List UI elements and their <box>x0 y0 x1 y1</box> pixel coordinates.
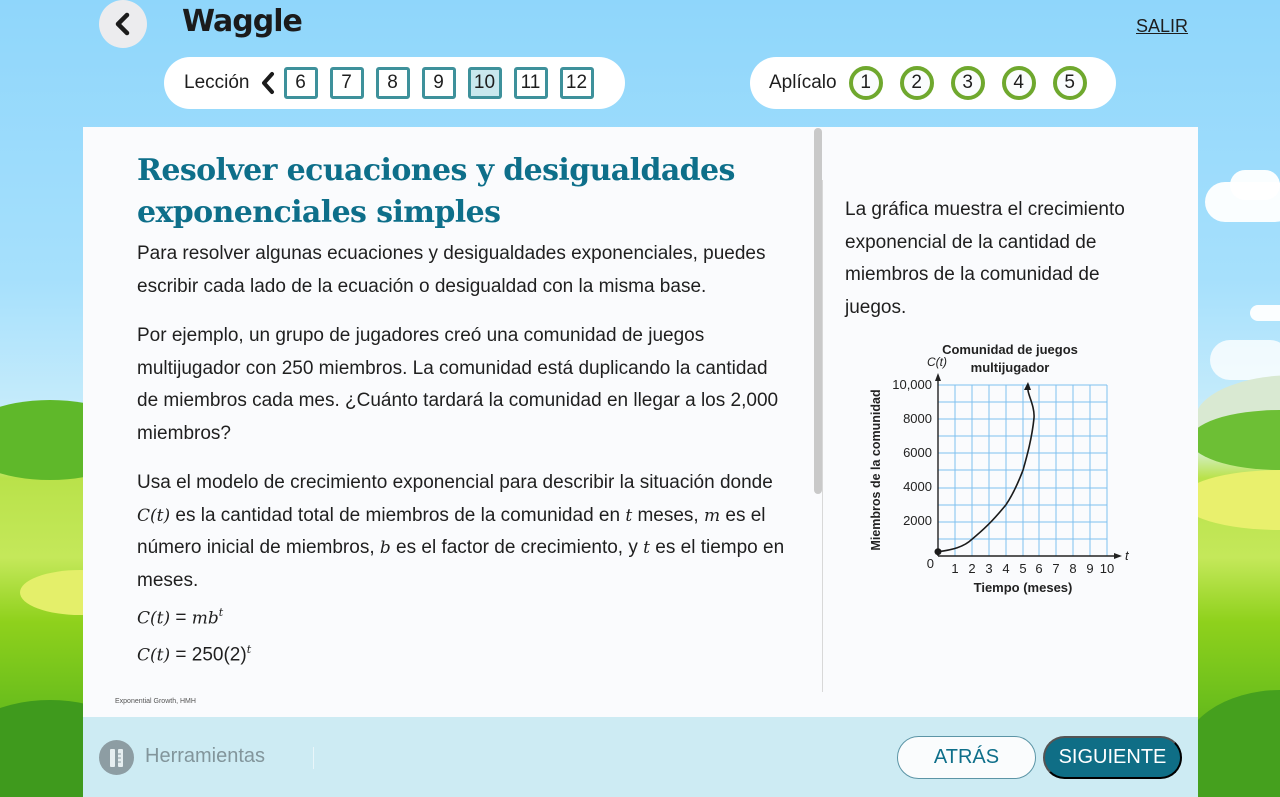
lesson-item-6[interactable]: 6 <box>284 67 318 99</box>
svg-text:8: 8 <box>1069 561 1077 576</box>
lesson-nav-label: Lección <box>184 72 250 93</box>
svg-text:6: 6 <box>1035 561 1043 576</box>
svg-text:C(t): C(t) <box>927 355 947 369</box>
footer-divider <box>313 747 314 769</box>
tools-icon <box>107 747 127 769</box>
equation-general: $C(t) = mb^t$ <box>137 606 224 629</box>
svg-text:Comunidad de juegos: Comunidad de juegos <box>942 342 1078 357</box>
equation-specific: $C(t) = 250(2)^t$ <box>137 643 252 666</box>
back-nav-button[interactable]: ATRÁS <box>897 736 1036 779</box>
lesson-prev-button[interactable] <box>260 71 276 95</box>
example-paragraph: Por ejemplo, un grupo de jugadores creó una comunidad de juegos multijugador con 250 miembros. La comunidad está duplicando la cantidad de miembros cada mes. ¿Cuánto tardará la comunidad en llegar a los 2,000 miembros? <box>137 325 779 444</box>
apply-item-2[interactable]: 2 <box>900 66 934 100</box>
svg-text:6000: 6000 <box>903 445 932 460</box>
lesson-nav <box>164 57 625 109</box>
apply-item-1[interactable]: 1 <box>849 66 883 100</box>
chevron-left-icon <box>113 12 133 36</box>
apply-item-5[interactable]: 5 <box>1053 66 1087 100</box>
model-paragraph: Usa el modelo de crecimiento exponencial para describir la situación donde C(t) es la cantidad total de miembros de la comunidad en t meses, m es el número inicial de miembros, b es el factor de crecimiento, y t es el tiempo en meses. <box>137 472 785 591</box>
lesson-item-7[interactable]: 7 <box>330 67 364 99</box>
svg-text:0: 0 <box>926 556 934 571</box>
svg-text:2: 2 <box>968 561 976 576</box>
lesson-item-11[interactable]: 11 <box>514 67 548 99</box>
apply-item-4[interactable]: 4 <box>1002 66 1036 100</box>
svg-text:9: 9 <box>1086 561 1094 576</box>
svg-text:7: 7 <box>1052 561 1060 576</box>
apply-nav <box>750 57 1116 109</box>
next-button[interactable]: SIGUIENTE <box>1043 736 1182 779</box>
svg-text:4: 4 <box>1002 561 1010 576</box>
column-divider <box>822 180 823 692</box>
svg-text:4000: 4000 <box>903 479 932 494</box>
image-credit: Exponential Growth, HMH <box>115 698 196 705</box>
side-panel <box>845 194 1165 324</box>
apply-item-3[interactable]: 3 <box>951 66 985 100</box>
svg-text:Miembros de la comunidad: Miembros de la comunidad <box>869 389 883 551</box>
svg-text:5: 5 <box>1019 561 1027 576</box>
content-scrollbar[interactable] <box>814 128 822 494</box>
svg-text:multijugador: multijugador <box>970 360 1050 375</box>
svg-text:10,000: 10,000 <box>892 377 932 392</box>
tools-label[interactable]: Herramientas <box>145 745 266 767</box>
svg-text:2000: 2000 <box>903 513 932 528</box>
chevron-left-icon <box>260 71 276 95</box>
tools-button[interactable] <box>99 740 134 775</box>
svg-text:1: 1 <box>951 561 959 576</box>
svg-text:8000: 8000 <box>903 411 932 426</box>
side-description: La gráfica muestra el crecimiento exponencial de la cantidad de miembros de la comunidad de juegos. <box>845 199 1125 318</box>
svg-text:10: 10 <box>1099 561 1115 576</box>
exit-link[interactable]: SALIR <box>1136 16 1189 36</box>
lesson-item-9[interactable]: 9 <box>422 67 456 99</box>
svg-text:Tiempo (meses): Tiempo (meses) <box>973 580 1073 595</box>
lesson-item-8[interactable]: 8 <box>376 67 410 99</box>
intro-paragraph: Para resolver algunas ecuaciones y desigualdades exponenciales, puedes escribir cada lado de la ecuación o desigualdad con la misma base. <box>137 243 766 297</box>
apply-nav-label: Aplícalo <box>769 72 837 93</box>
page-title: Resolver ecuaciones y desigualdades exponenciales simples <box>137 153 735 230</box>
lesson-item-12[interactable]: 12 <box>560 67 594 99</box>
lesson-content <box>137 150 787 672</box>
lesson-item-10[interactable]: 10 <box>468 67 502 99</box>
back-button[interactable] <box>99 0 147 48</box>
growth-chart <box>862 338 1142 608</box>
app-logo: Waggle <box>182 4 302 39</box>
svg-text:3: 3 <box>985 561 993 576</box>
svg-text:t: t <box>1125 548 1129 563</box>
